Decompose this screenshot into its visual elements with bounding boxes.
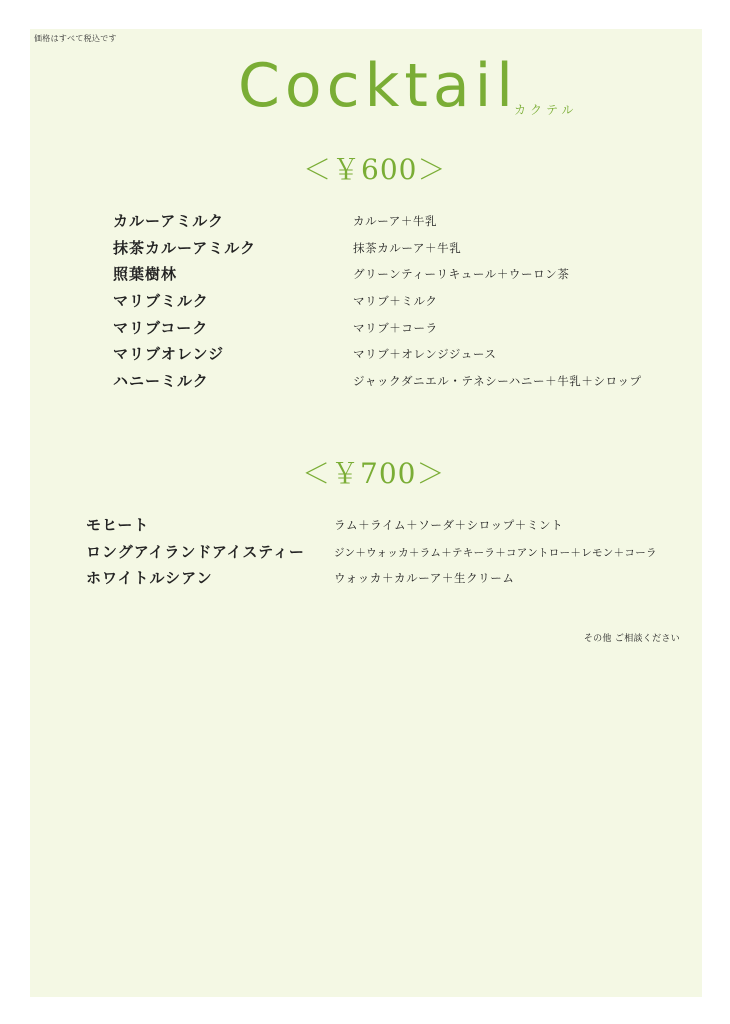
cocktail-ingredients: マリブ＋コーラ (353, 320, 438, 335)
menu-item (113, 343, 673, 370)
cocktail-ingredients: カルーア＋牛乳 (353, 214, 438, 228)
cocktail-name: マリブコーク (113, 318, 209, 337)
cocktail-name: ハニーミルク (113, 372, 209, 391)
cocktail-name: 照葉樹林 (113, 265, 178, 284)
menu-list-700 (86, 514, 686, 594)
menu-item (113, 317, 673, 344)
menu-item (86, 541, 686, 568)
cocktail-ingredients: マリブ＋ミルク (353, 294, 438, 309)
cocktail-name: マリブミルク (113, 292, 209, 311)
cocktail-name: ホワイトルシアン (86, 569, 213, 588)
cocktail-ingredients: ジン＋ウォッカ＋ラム＋テキーラ＋コアントロー＋レモン＋コーラ (334, 546, 657, 559)
price-heading-600: ＜￥600＞ (303, 153, 447, 186)
cocktail-ingredients: マリブ＋オレンジジュース (353, 347, 497, 362)
cocktail-name: 抹茶カルーアミルク (113, 238, 256, 257)
menu-item (86, 514, 686, 541)
cocktail-name: マリブオレンジ (113, 345, 225, 364)
menu-item (113, 290, 673, 317)
cocktail-name: モヒート (86, 516, 150, 534)
tax-note: 価格はすべて税込です (34, 34, 117, 43)
cocktail-ingredients: 抹茶カルーア＋牛乳 (353, 240, 462, 255)
menu-item (86, 567, 686, 594)
menu-list-600 (113, 210, 673, 397)
cocktail-ingredients: グリーンティーリキュール＋ウーロン茶 (353, 267, 570, 282)
cocktail-ingredients: ラム＋ライム＋ソーダ＋シロップ＋ミント (334, 518, 564, 532)
menu-item (113, 237, 673, 264)
cocktail-ingredients: ウォッカ＋カルーア＋生クリーム (334, 571, 515, 586)
page-title-kana: カクテル (514, 103, 578, 117)
cocktail-ingredients: ジャックダニエル・テネシーハニー＋牛乳＋シロップ (353, 374, 642, 389)
cocktail-name: ロングアイランドアイスティー (86, 542, 305, 561)
menu-item (113, 210, 673, 237)
menu-item (113, 370, 673, 397)
price-heading-700: ＜￥700＞ (302, 457, 446, 490)
menu-item (113, 263, 673, 290)
cocktail-name: カルーアミルク (113, 212, 224, 230)
page-title: Cocktail (238, 51, 518, 121)
other-consultation-note: その他 ご相談ください (583, 634, 680, 644)
